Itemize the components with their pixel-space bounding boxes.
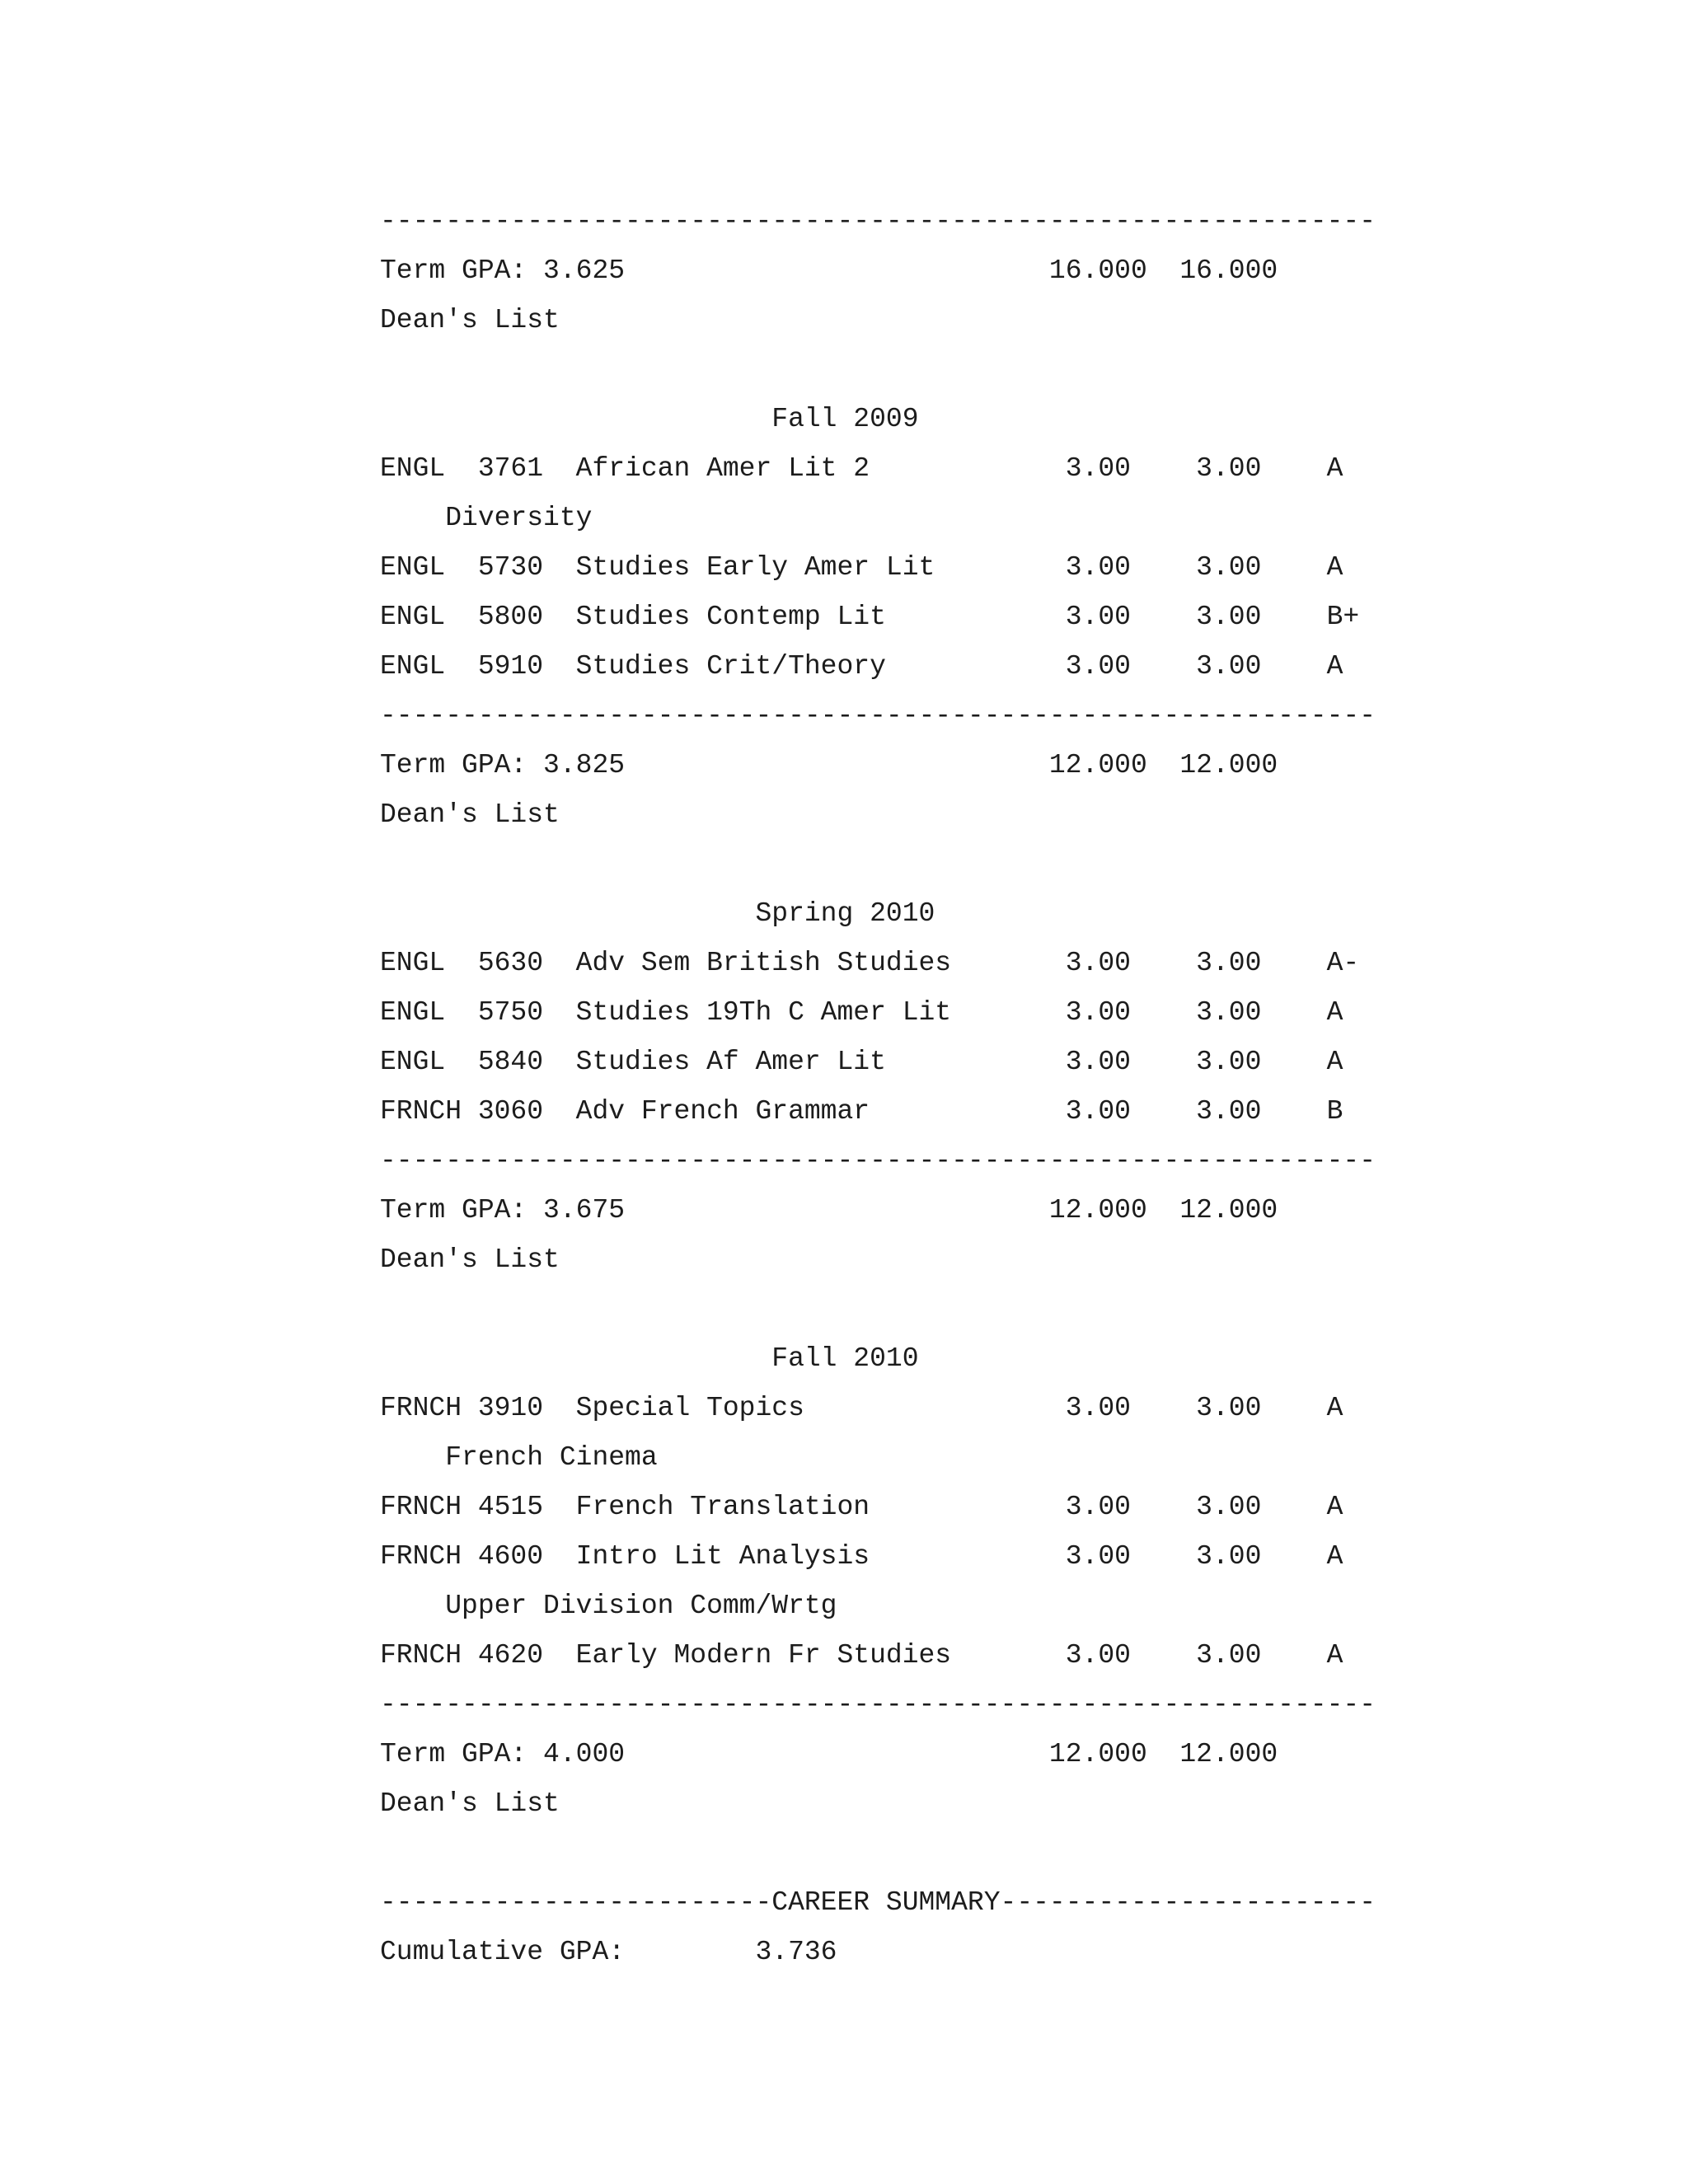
term-heading-fall-2010: Fall 2010 [380, 1343, 919, 1374]
course-attribute-line: Diversity [380, 503, 593, 533]
deans-list-line: Dean's List [380, 305, 560, 335]
course-attribute-line: Upper Division Comm/Wrtg [380, 1591, 837, 1621]
course-line: FRNCH 4620 Early Modern Fr Studies 3.00 3.00 A [380, 1640, 1343, 1671]
blank-line [380, 345, 1402, 395]
course-line: FRNCH 4515 French Translation 3.00 3.00 A [380, 1492, 1343, 1522]
course-line: ENGL 5910 Studies Crit/Theory 3.00 3.00 A [380, 651, 1343, 682]
transcript-page [380, 197, 1402, 1977]
course-attribute-line: French Cinema [380, 1442, 658, 1473]
deans-list-line: Dean's List [380, 799, 560, 830]
course-line: FRNCH 3060 Adv French Grammar 3.00 3.00 B [380, 1096, 1343, 1127]
separator-line: ------------------------------------------------------------- [380, 206, 1376, 237]
course-line: ENGL 5750 Studies 19Th C Amer Lit 3.00 3.00 A [380, 997, 1343, 1028]
term-heading-spring-2010: Spring 2010 [380, 898, 935, 929]
course-line: FRNCH 4600 Intro Lit Analysis 3.00 3.00 A [380, 1541, 1343, 1572]
cumulative-gpa-line: Cumulative GPA: 3.736 [380, 1937, 837, 1967]
term-gpa-line: Term GPA: 3.825 12.000 12.000 [380, 750, 1278, 780]
course-line: FRNCH 3910 Special Topics 3.00 3.00 A [380, 1393, 1343, 1423]
separator-line: ------------------------------------------------------------- [380, 701, 1376, 731]
course-line: ENGL 5730 Studies Early Amer Lit 3.00 3.00 A [380, 552, 1343, 583]
term-gpa-line: Term GPA: 3.675 12.000 12.000 [380, 1195, 1278, 1226]
blank-line [380, 840, 1402, 889]
separator-line: ------------------------------------------------------------- [380, 1690, 1376, 1720]
blank-line [380, 1285, 1402, 1334]
term-gpa-line: Term GPA: 4.000 12.000 12.000 [380, 1739, 1278, 1769]
course-line: ENGL 5840 Studies Af Amer Lit 3.00 3.00 A [380, 1047, 1343, 1077]
deans-list-line: Dean's List [380, 1244, 560, 1275]
term-heading-fall-2009: Fall 2009 [380, 404, 919, 434]
career-summary-heading: ------------------------CAREER SUMMARY----------------------- [380, 1887, 1376, 1918]
course-line: ENGL 5630 Adv Sem British Studies 3.00 3.00 A- [380, 948, 1360, 978]
course-line: ENGL 5800 Studies Contemp Lit 3.00 3.00 B+ [380, 602, 1360, 632]
separator-line: ------------------------------------------------------------- [380, 1146, 1376, 1176]
blank-line [380, 1829, 1402, 1878]
course-line: ENGL 3761 African Amer Lit 2 3.00 3.00 A [380, 453, 1343, 484]
deans-list-line: Dean's List [380, 1788, 560, 1819]
term-gpa-line: Term GPA: 3.625 16.000 16.000 [380, 255, 1278, 286]
